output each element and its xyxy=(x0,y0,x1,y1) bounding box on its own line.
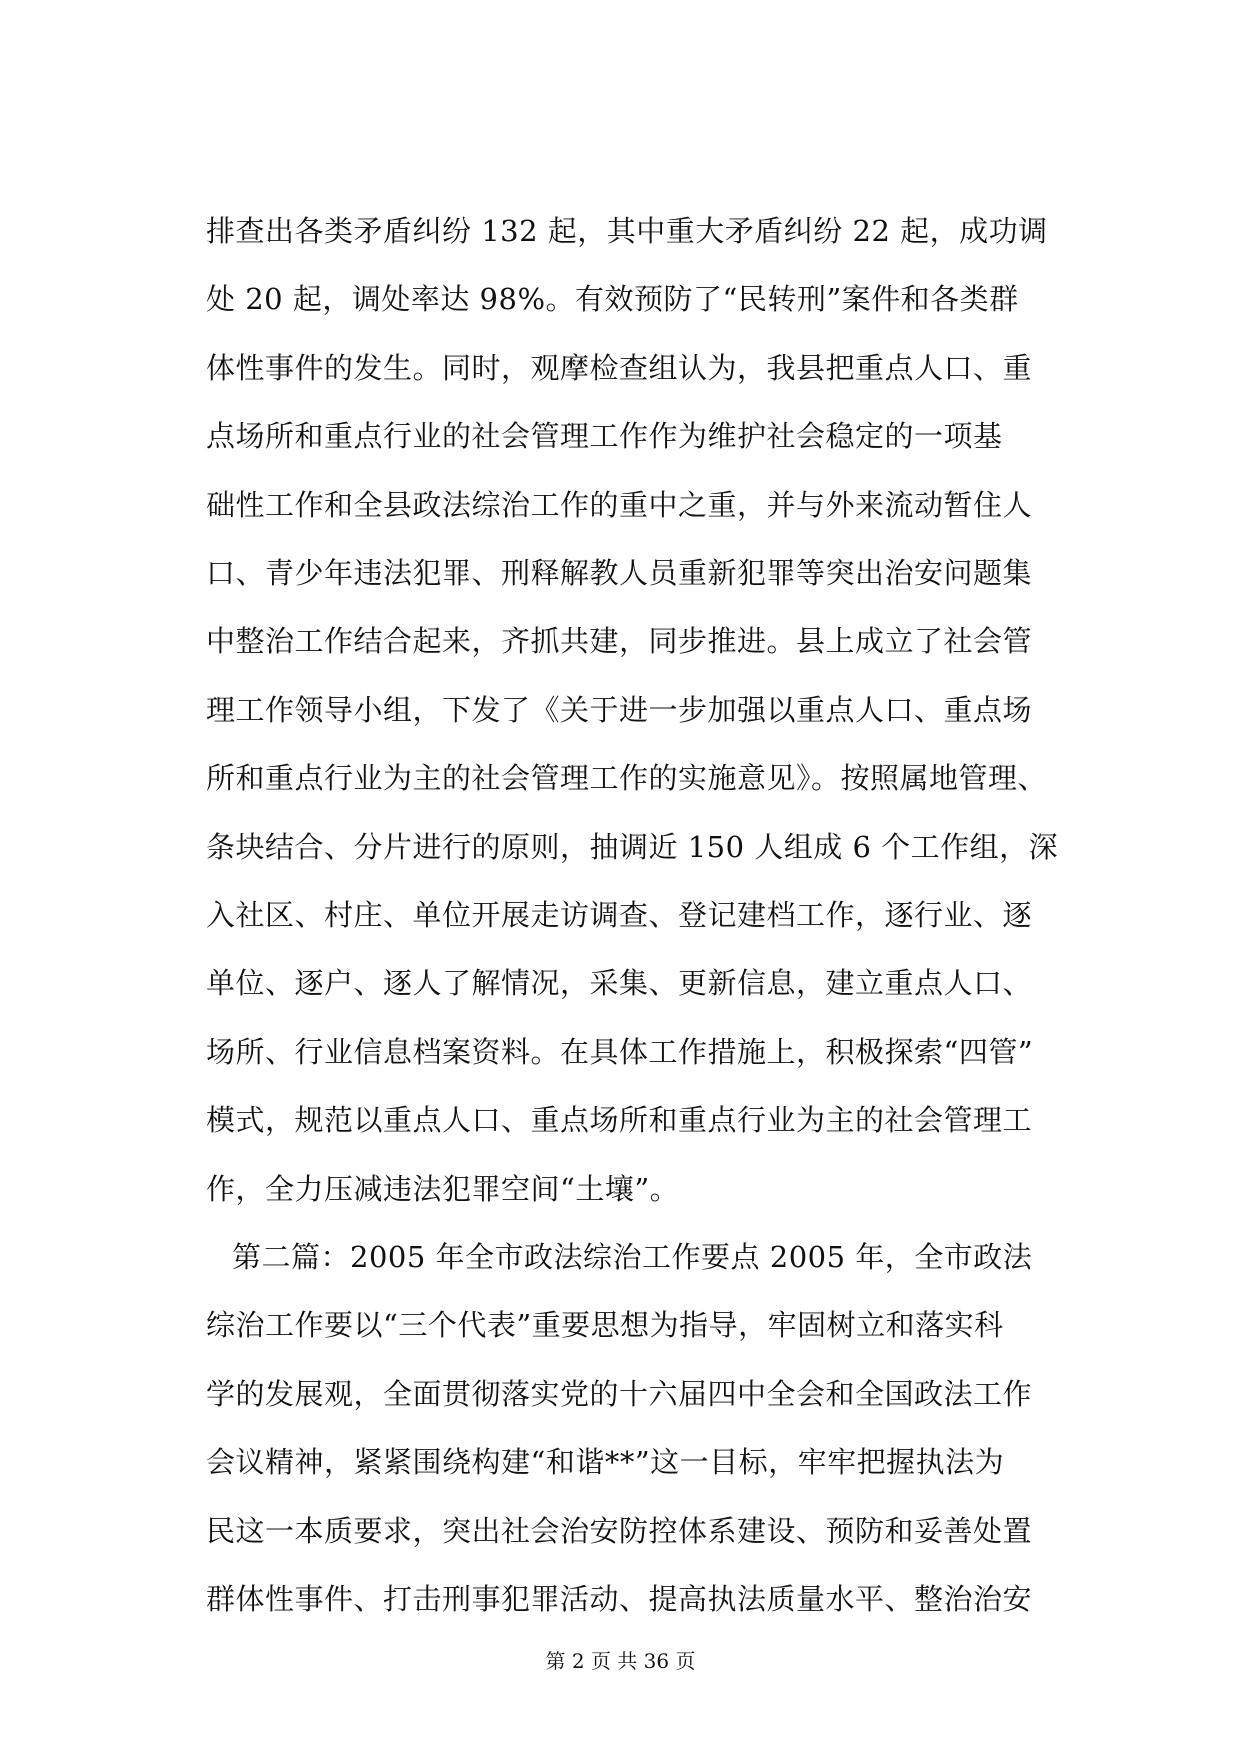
text-line: 口、青少年违法犯罪、刑释解教人员重新犯罪等突出治安问题集 xyxy=(206,556,1033,590)
text-line: 排查出各类矛盾纠纷 132 起，其中重大矛盾纠纷 22 起，成功调 xyxy=(206,214,1048,248)
text-line: 点场所和重点行业的社会管理工作作为维护社会稳定的一项基 xyxy=(206,419,1003,453)
text-line: 学的发展观，全面贯彻落实党的十六届四中全会和全国政法工作 xyxy=(206,1377,1033,1411)
text-line: 场所、行业信息档案资料。在具体工作措施上，积极探索“四管” xyxy=(206,1035,1034,1069)
text-line: 模式，规范以重点人口、重点场所和重点行业为主的社会管理工 xyxy=(206,1103,1033,1137)
text-line: 所和重点行业为主的社会管理工作的实施意见》。按照属地管理、 xyxy=(206,761,1048,795)
text-line: 理工作领导小组，下发了《关于进一步加强以重点人口、重点场 xyxy=(206,693,1033,727)
text-line: 入社区、村庄、单位开展走访调查、登记建档工作，逐行业、逐 xyxy=(206,898,1033,932)
text-line: 综治工作要以“三个代表”重要思想为指导，牢固树立和落实科 xyxy=(206,1308,1004,1342)
text-line: 础性工作和全县政法综治工作的重中之重，并与外来流动暂住人 xyxy=(206,488,1033,522)
page-number-footer: 第 2 页 共 36 页 xyxy=(545,1649,696,1673)
text-line: 条块结合、分片进行的原则，抽调近 150 人组成 6 个工作组，深 xyxy=(206,830,1059,864)
text-line: 体性事件的发生。同时，观摩检查组认为，我县把重点人口、重 xyxy=(206,351,1033,385)
text-line: 处 20 起，调处率达 98%。有效预防了“民转刑”案件和各类群 xyxy=(206,282,1019,316)
section-heading-line: 第二篇：2005 年全市政法综治工作要点 2005 年，全市政法 xyxy=(232,1240,1033,1274)
text-line: 民这一本质要求，突出社会治安防控体系建设、预防和妥善处置 xyxy=(206,1514,1033,1548)
text-line-last: 群体性事件、打击刑事犯罪活动、提高执法质量水平、整治治安 xyxy=(206,1582,1033,1616)
text-line: 单位、逐户、逐人了解情况，采集、更新信息，建立重点人口、 xyxy=(206,966,1033,1000)
text-line: 中整治工作结合起来，齐抓共建，同步推进。县上成立了社会管 xyxy=(206,624,1033,658)
text-line: 作，全力压减违法犯罪空间“土壤”。 xyxy=(206,1172,680,1206)
text-line: 会议精神，紧紧围绕构建“和谐**”这一目标，牢牢把握执法为 xyxy=(206,1445,1005,1479)
